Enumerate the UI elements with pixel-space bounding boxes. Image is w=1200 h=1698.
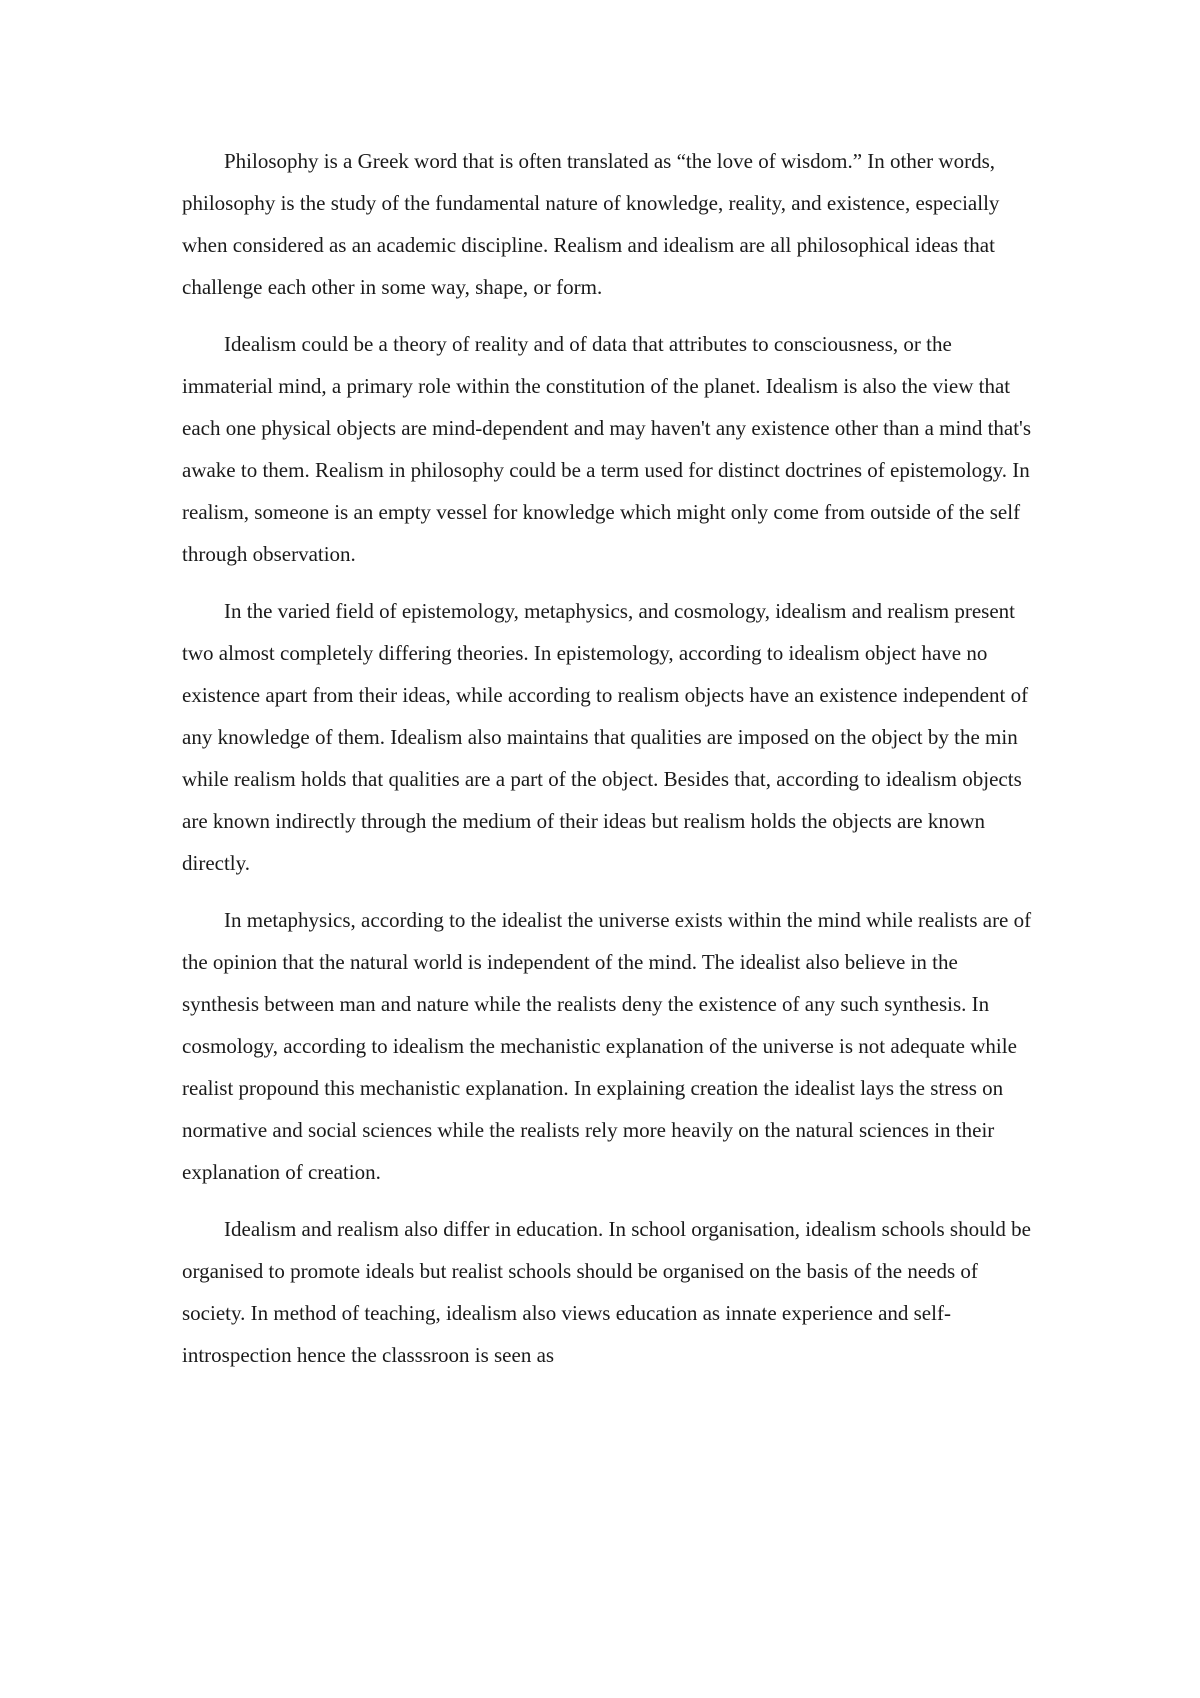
paragraph-5: Idealism and realism also differ in education. In school organisation, idealism schools should be organised to promote ideals but realist schools should be organised on the basis of the needs of society. In method of teaching, idealism also views education as innate experience and self-introspection hence the classsroon is seen as xyxy=(182,1217,1031,1367)
paragraph-4: In metaphysics, according to the idealist the universe exists within the mind while realists are of the opinion that the natural world is independent of the mind. The idealist also believe in the synthesis between man and nature while the realists deny the existence of any such synthesis. In cosmology, according to idealism the mechanistic explanation of the universe is not adequate while realist propound this mechanistic explanation. In explaining creation the idealist lays the stress on normative and social sciences while the realists rely more heavily on the natural sciences in their explanation of creation. xyxy=(182,908,1032,1184)
paragraph-3: In the varied field of epistemology, metaphysics, and cosmology, idealism and realism present two almost completely differing theories. In epistemology, according to idealism object have no existence apart from their ideas, while according to realism objects have an existence independent of any knowledge of them. Idealism also maintains that qualities are imposed on the object by the min while realism holds that qualities are a part of the object. Besides that, according to idealism objects are known indirectly through the medium of their ideas but realism holds the objects are known directly. xyxy=(182,599,1029,875)
paragraph-2: Idealism could be a theory of reality and of data that attributes to consciousness, or the immaterial mind, a primary role within the constitution of the planet. Idealism is also the view that each one physical objects are mind-dependent and may haven't any existence other than a mind that's awake to them. Realism in philosophy could be a term used for distinct doctrines of epistemology. In realism, someone is an empty vessel for knowledge which might only come from outside of the self through observation. xyxy=(182,332,1032,566)
paragraph-1: Philosophy is a Greek word that is often translated as “the love of wisdom.” In other words, philosophy is the study of the fundamental nature of knowledge, reality, and existence, especially when considered as an academic discipline. Realism and idealism are all philosophical ideas that challenge each other in some way, shape, or form. xyxy=(182,149,1000,299)
document-body xyxy=(182,140,1032,1391)
